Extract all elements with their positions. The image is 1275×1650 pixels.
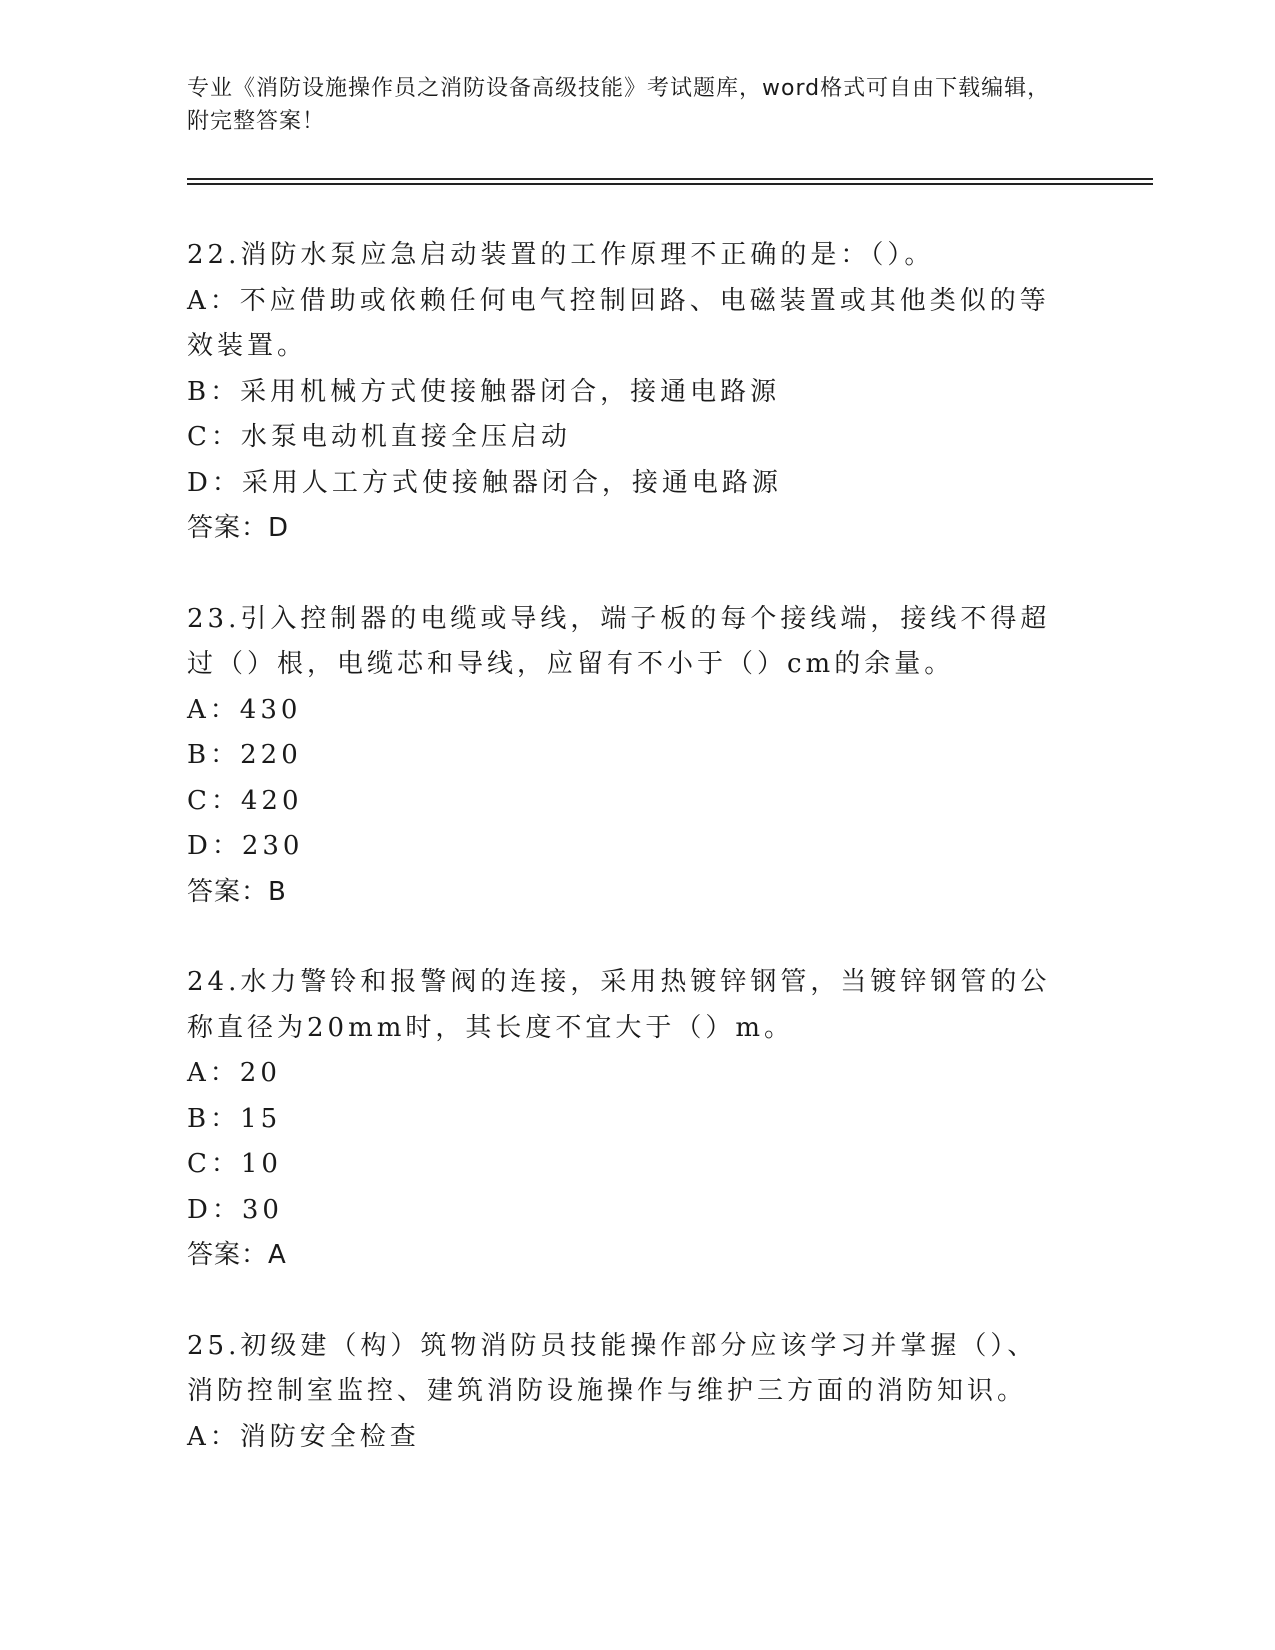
option-c: C：420 (187, 785, 303, 816)
answer-line: 答案：A (187, 1240, 287, 1270)
question-stem: 22.消防水泵应急启动装置的工作原理不正确的是：（）。 (187, 240, 935, 270)
option-b: B：220 (187, 740, 302, 770)
option-a: A：430 (187, 694, 302, 725)
answer-line: 答案：D (187, 513, 290, 543)
header-rule-bottom (187, 183, 1153, 185)
question-list (187, 233, 1067, 1460)
question-22 (187, 233, 1067, 552)
option-b: B：15 (187, 1103, 282, 1134)
option-b: B：采用机械方式使接触器闭合，接通电路源 (187, 376, 781, 407)
question-25 (187, 1324, 1067, 1461)
option-c: C：10 (187, 1149, 282, 1179)
option-d: D：采用人工方式使接触器闭合，接通电路源 (187, 467, 782, 498)
question-24 (187, 960, 1067, 1279)
header-rule-top (187, 178, 1153, 180)
option-d: D：230 (187, 831, 304, 861)
option-c: C：水泵电动机直接全压启动 (187, 422, 571, 452)
question-stem: 23.引入控制器的电缆或导线，端子板的每个接线端，接线不得超过（）根，电缆芯和导线，应留有不小于（）cm的余量。 (187, 603, 1051, 679)
option-a: A：消防安全检查 (187, 1421, 420, 1452)
question-stem: 24.水力警铃和报警阀的连接，采用热镀锌钢管，当镀锌钢管的公称直径为20mm时，其长度不宜大于（）m。 (187, 967, 1051, 1043)
option-a: A：20 (187, 1058, 281, 1088)
option-d: D：30 (187, 1194, 283, 1225)
document-header: 专业《消防设施操作员之消防设备高级技能》考试题库，word格式可自由下载编辑，附完整答案！ (187, 76, 1051, 134)
question-stem: 25.初级建（构）筑物消防员技能操作部分应该学习并掌握（）、消防控制室监控、建筑消防设施操作与维护三方面的消防知识。 (187, 1330, 1038, 1406)
question-23 (187, 597, 1067, 916)
answer-line: 答案：B (187, 876, 287, 907)
option-a: A：不应借助或依赖任何电气控制回路、电磁装置或其他类似的等效装置。 (187, 285, 1050, 361)
